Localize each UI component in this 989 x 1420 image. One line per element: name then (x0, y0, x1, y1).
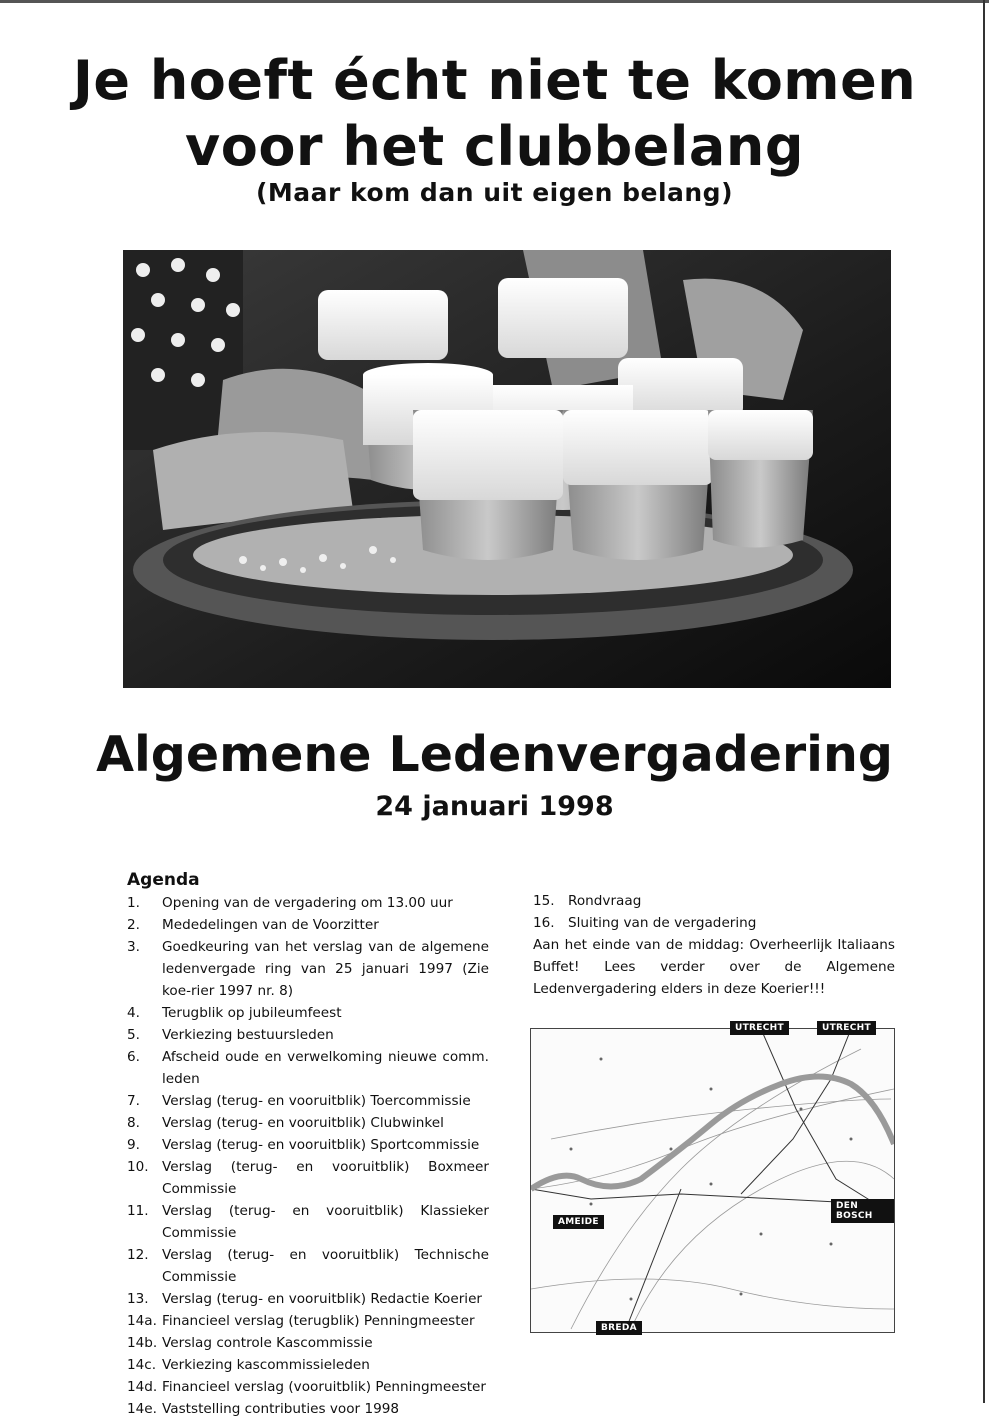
agenda-item (127, 1310, 489, 1332)
agenda-item-number: 12. (127, 1247, 149, 1263)
agenda-item-number: 6. (127, 1049, 140, 1065)
agenda-item-text: Verkiezing kascommissieleden (162, 1357, 370, 1373)
agenda-item-number: 8. (127, 1115, 140, 1131)
agenda-list-right (533, 890, 895, 1000)
agenda-item-number: 5. (127, 1027, 140, 1043)
agenda-item-text: Terugblik op jubileumfeest (162, 1005, 342, 1021)
headline-line-2: voor het clubbelang (185, 115, 804, 178)
agenda-item (127, 936, 489, 1002)
headline-line-1: Je hoeft écht niet te komen (72, 49, 917, 112)
agenda-item (127, 1090, 489, 1112)
agenda-item-text: Verslag (terug- en vooruitblik) Sportcommissie (162, 1137, 480, 1153)
map-label-den-bosch: DEN BOSCH (831, 1199, 894, 1223)
agenda-item (127, 914, 489, 936)
agenda-item-text: Financieel verslag (terugblik) Penningmeester (162, 1313, 475, 1329)
agenda-item-text: Financieel verslag (vooruitblik) Penningmeester (162, 1379, 487, 1395)
agenda-item-text: Verslag (terug- en vooruitblik) Toercommissie (162, 1093, 471, 1109)
agenda-item-text: Verslag controle Kascommissie (162, 1335, 373, 1351)
agenda-item-number: 1. (127, 895, 140, 911)
route-map (530, 1023, 895, 1333)
right-border (983, 0, 985, 1403)
agenda-item (127, 1332, 489, 1354)
agenda-item-number: 16. (533, 915, 555, 931)
agenda-item-number: 15. (533, 893, 555, 909)
agenda-item-text: Verslag (terug- en vooruitblik) Klassieker Commissie (162, 1203, 489, 1241)
agenda-item (127, 1046, 489, 1090)
agenda-item (127, 1112, 489, 1134)
agenda-item-text: Mededelingen van de Voorzitter (162, 917, 379, 933)
agenda-item-number: 14a. (127, 1313, 157, 1329)
agenda-item-number: 2. (127, 917, 140, 933)
agenda-item-text: Sluiting van de vergadering (568, 915, 757, 931)
agenda-item (127, 1024, 489, 1046)
meeting-date: 24 januari 1998 (375, 791, 614, 822)
agenda-item-text: Verslag (terug- en vooruitblik) Technische Commissie (162, 1247, 489, 1285)
agenda-item (127, 1376, 489, 1398)
top-border (0, 0, 989, 3)
beer-tray-photo (123, 250, 891, 688)
headline-subtitle: (Maar kom dan uit eigen belang) (255, 178, 734, 207)
map-label-ameide: AMEIDE (553, 1215, 604, 1229)
agenda-item (127, 1354, 489, 1376)
map-illustration (531, 1029, 894, 1332)
agenda-item (127, 1002, 489, 1024)
agenda-item-text: Vaststelling contributies voor 1998 (162, 1401, 400, 1417)
agenda-list-left (127, 892, 489, 1420)
agenda-item-text: Verslag (terug- en vooruitblik) Redactie Koerier (162, 1291, 483, 1307)
agenda-item-number: 11. (127, 1203, 149, 1219)
agenda-item-number: 14c. (127, 1357, 157, 1373)
agenda-item (127, 1288, 489, 1310)
beer-photo-illustration (123, 250, 891, 688)
agenda-item-text: Verkiezing bestuursleden (162, 1027, 334, 1043)
agenda-item (127, 1398, 489, 1420)
agenda-item (127, 1134, 489, 1156)
agenda-item-number: 14e. (127, 1401, 157, 1417)
agenda-item (127, 892, 489, 914)
agenda-item-text: Goedkeuring van het verslag van de algemene ledenvergade ring van 25 januari 1997 (Zie koe-rier 1997 nr. 8) (162, 939, 489, 999)
agenda-item-text: Opening van de vergadering om 13.00 uur (162, 895, 453, 911)
agenda-item-number: 7. (127, 1093, 140, 1109)
agenda-item (533, 890, 895, 912)
map-label-utrecht-1: UTRECHT (730, 1021, 789, 1035)
agenda-item-number: 4. (127, 1005, 140, 1021)
meeting-title: Algemene Ledenvergadering (96, 726, 893, 783)
agenda-item-number: 9. (127, 1137, 140, 1153)
map-label-breda: BREDA (596, 1321, 642, 1335)
agenda-item-number: 10. (127, 1159, 149, 1175)
agenda-item-number: 14b. (127, 1335, 158, 1351)
agenda-item-text: Verslag (terug- en vooruitblik) Clubwinkel (162, 1115, 444, 1131)
map-label-utrecht-2: UTRECHT (817, 1021, 876, 1035)
agenda-heading: Agenda (127, 870, 200, 890)
agenda-item-text: Rondvraag (568, 893, 642, 909)
agenda-item-number: 14d. (127, 1379, 158, 1395)
agenda-item (127, 1244, 489, 1288)
agenda-item-text: Verslag (terug- en vooruitblik) Boxmeer Commissie (162, 1159, 489, 1197)
agenda-item-number: 13. (127, 1291, 149, 1307)
agenda-item-number: 3. (127, 939, 140, 955)
agenda-item-text: Afscheid oude en verwelkoming nieuwe comm. leden (162, 1049, 489, 1087)
agenda-item (127, 1200, 489, 1244)
agenda-item (127, 1156, 489, 1200)
agenda-item (533, 912, 895, 934)
closing-paragraph: Aan het einde van de middag: Overheerlijk Italiaans Buffet! Lees verder over de Algemene Ledenvergadering elders in deze Koerier!!! (533, 937, 895, 997)
